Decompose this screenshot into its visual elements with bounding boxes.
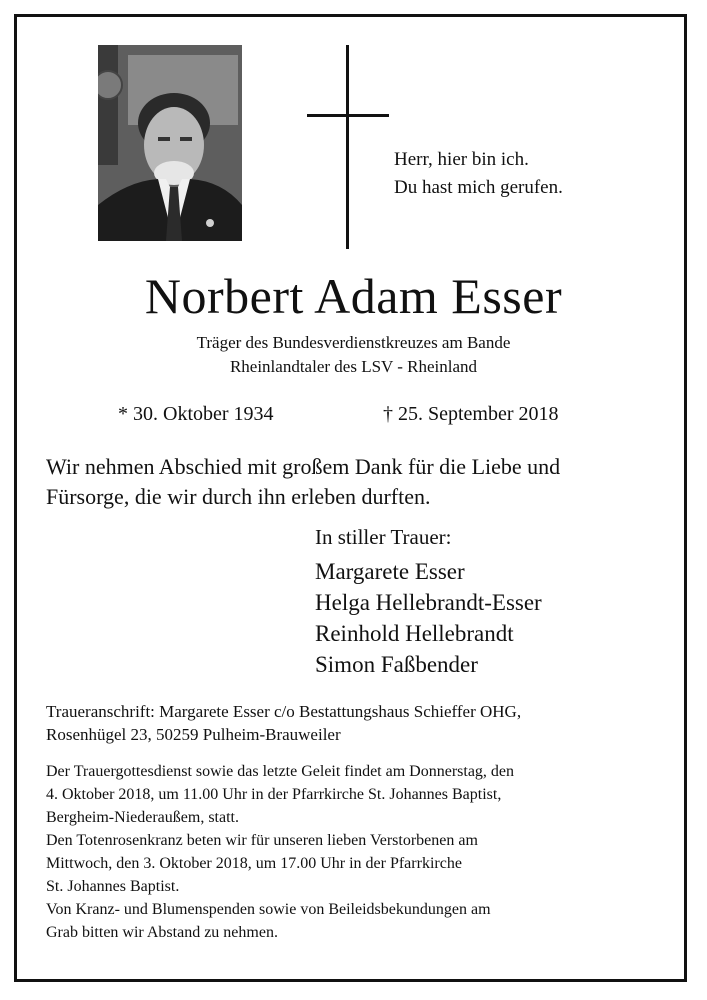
info-line: Von Kranz- und Blumenspenden sowie von Beileidsbekundungen am <box>46 901 491 918</box>
verse-line-1: Herr, hier bin ich. <box>394 149 529 170</box>
mourner-name: Simon Faßbender <box>315 652 478 677</box>
farewell-text <box>46 452 666 512</box>
birth-date: * 30. Oktober 1934 <box>118 403 274 425</box>
address-line-2: Rosenhügel 23, 50259 Pulheim-Brauweiler <box>46 725 341 744</box>
verse-line-2: Du hast mich gerufen. <box>394 177 563 198</box>
portrait-illustration <box>98 45 242 241</box>
mourning-label: In stiller Trauer: <box>315 525 452 549</box>
farewell-line-1: Wir nehmen Abschied mit großem Dank für die Liebe und <box>46 454 561 479</box>
info-line: 4. Oktober 2018, um 11.00 Uhr in der Pfarrkirche St. Johannes Baptist, <box>46 786 502 803</box>
service-information <box>46 760 686 944</box>
info-line: Den Totenrosenkranz beten wir für unseren lieben Verstorbenen am <box>46 832 478 849</box>
cross-vertical-bar <box>346 45 349 249</box>
info-line: Mittwoch, den 3. Oktober 2018, um 17.00 Uhr in der Pfarrkirche <box>46 855 462 872</box>
cross-horizontal-bar <box>307 114 389 117</box>
info-line: Grab bitten wir Abstand zu nehmen. <box>46 924 278 941</box>
honor-line-2: Rheinlandtaler des LSV - Rheinland <box>229 357 478 376</box>
bible-verse <box>394 146 563 202</box>
info-line: Der Trauergottesdienst sowie das letzte Geleit findet am Donnerstag, den <box>46 763 515 780</box>
portrait-photo <box>98 45 242 241</box>
honors <box>0 331 707 379</box>
farewell-line-2: Fürsorge, die wir durch ihn erleben durften. <box>46 484 431 509</box>
honor-line-1: Träger des Bundesverdienstkreuzes am Bande <box>196 333 511 352</box>
mourning-address <box>46 700 686 746</box>
address-line-1: Traueranschrift: Margarete Esser c/o Bestattungshaus Schieffer OHG, <box>46 702 522 721</box>
mourner-name: Margarete Esser <box>315 559 465 584</box>
mourner-name: Helga Hellebrandt-Esser <box>315 590 542 615</box>
deceased-name: Norbert Adam Esser <box>144 268 563 324</box>
mourner-name: Reinhold Hellebrandt <box>315 621 514 646</box>
info-line: St. Johannes Baptist. <box>46 878 180 895</box>
info-line: Bergheim-Niederaußem, statt. <box>46 809 239 826</box>
mourners-list <box>315 556 542 680</box>
death-date: † 25. September 2018 <box>383 403 559 425</box>
